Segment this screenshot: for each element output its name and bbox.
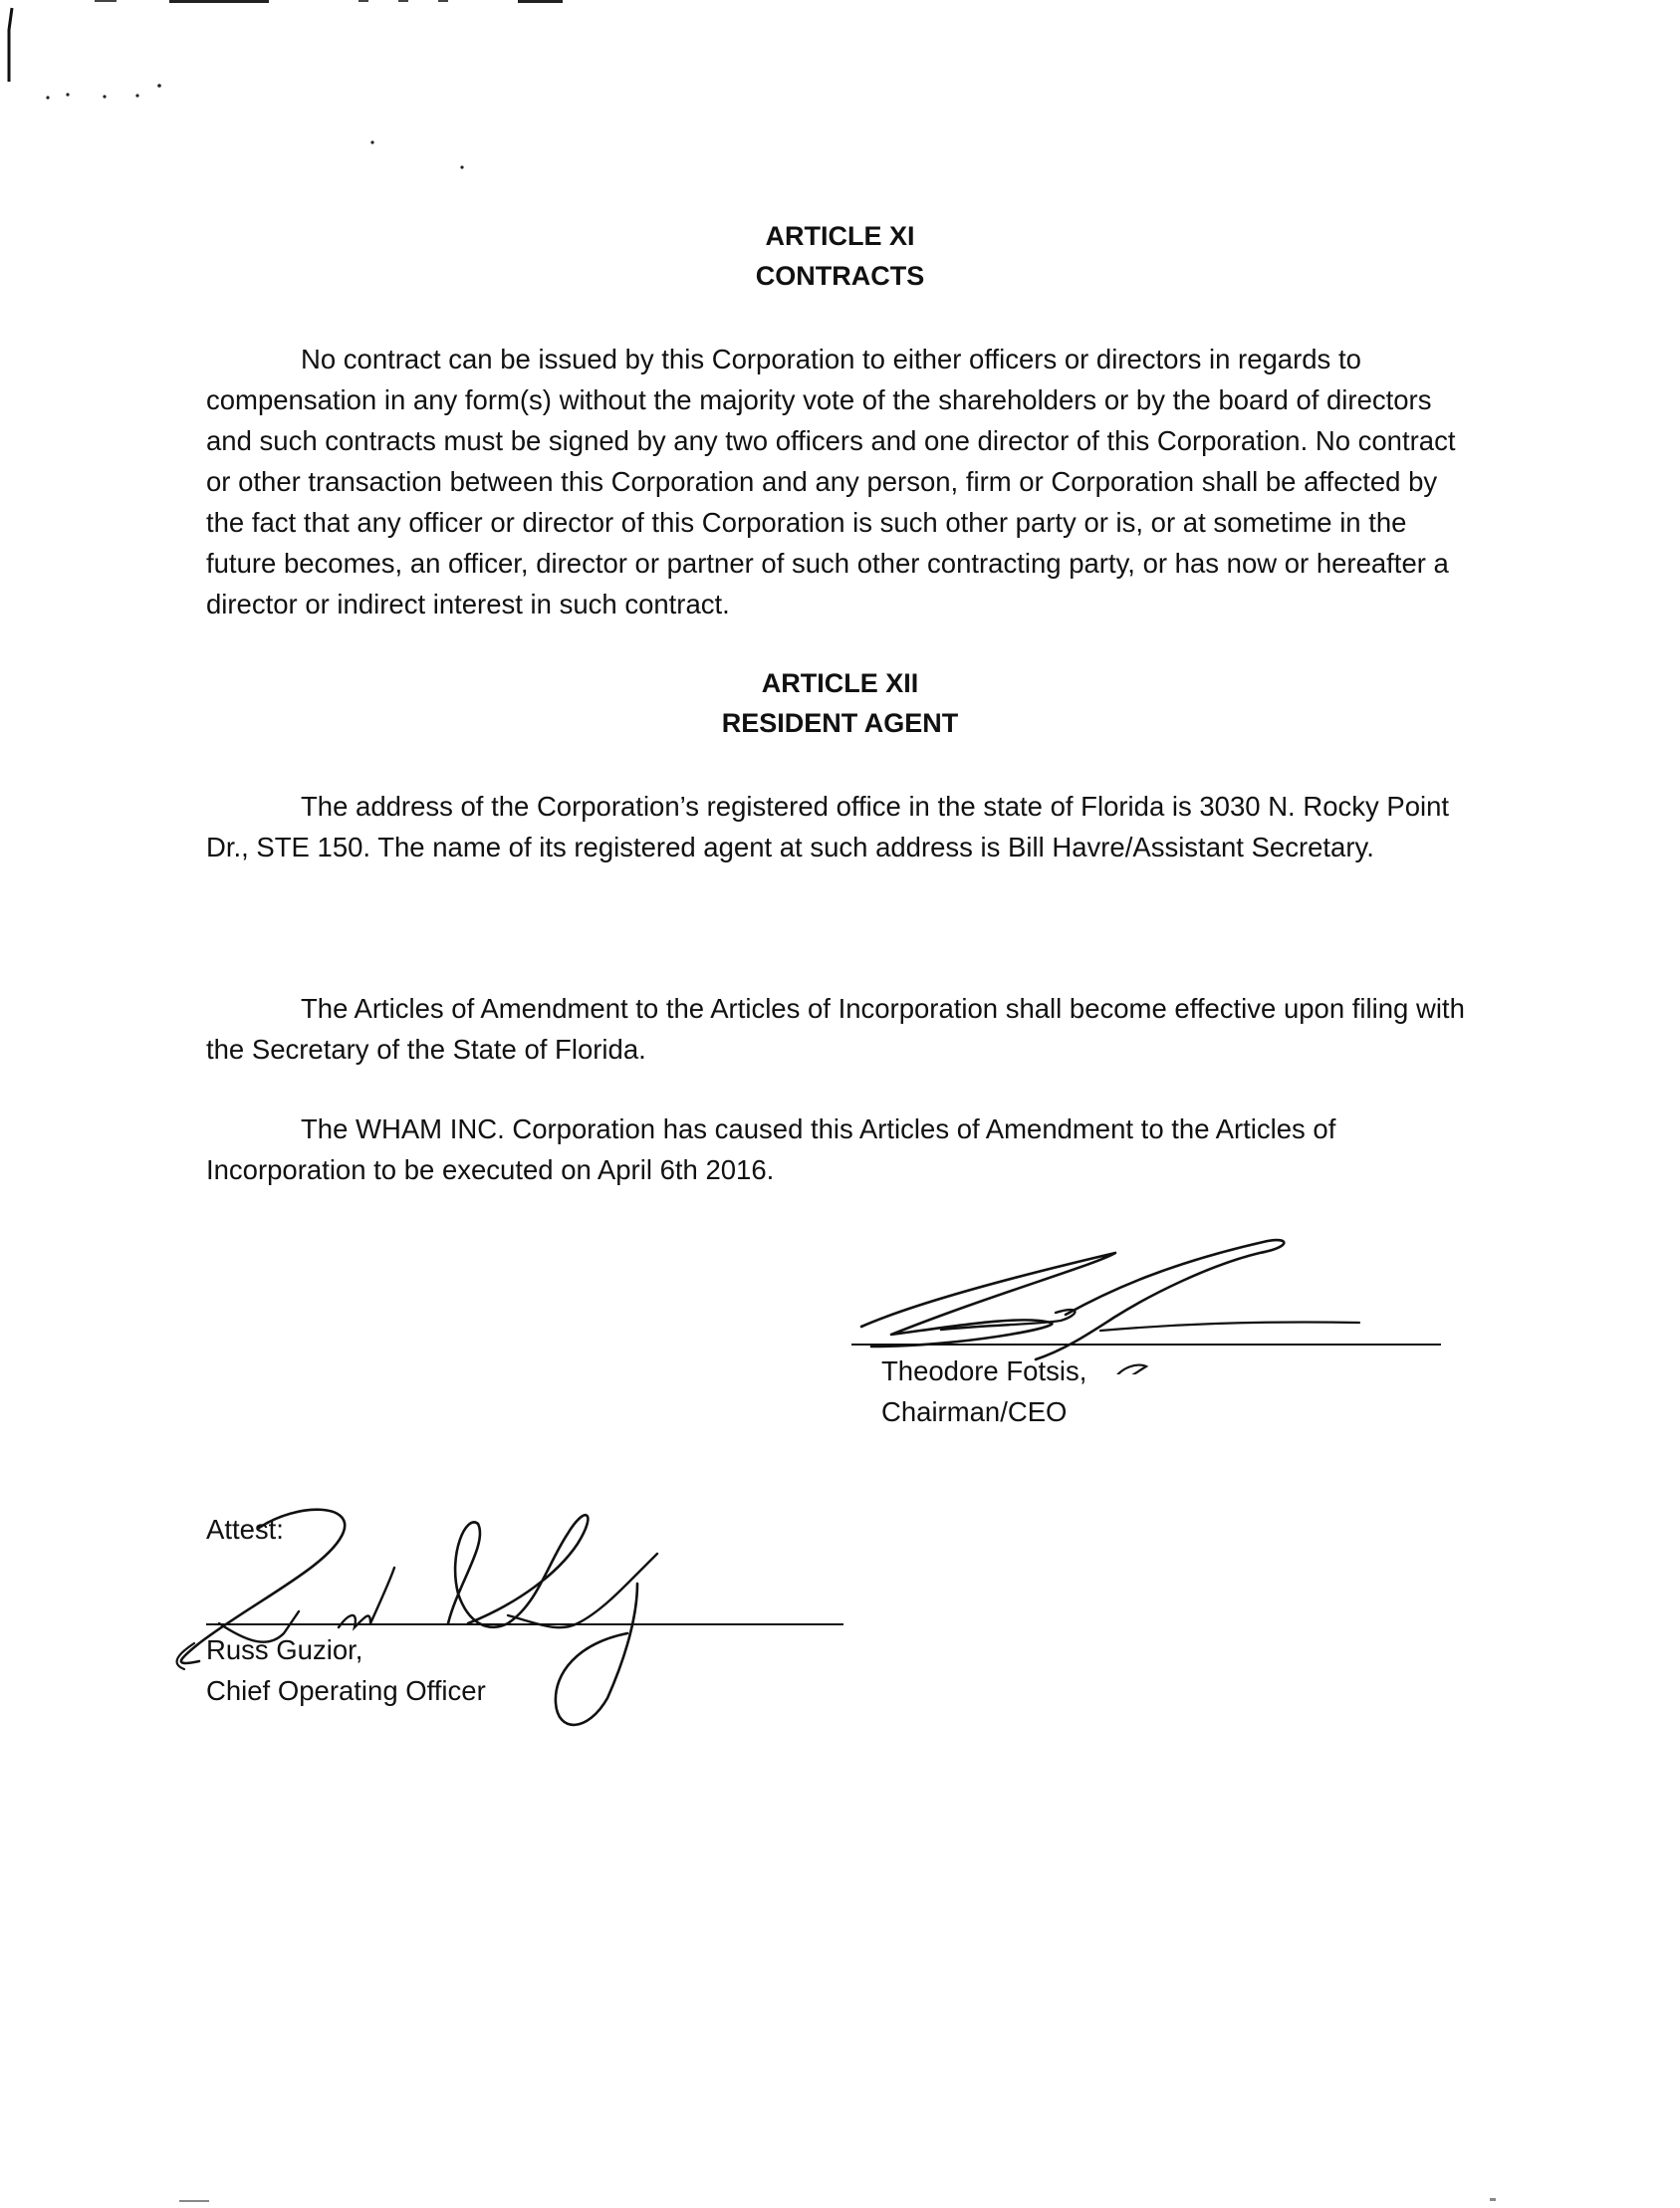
article-xi-body: No contract can be issued by this Corporation to either officers or directors in regards to compensation in any form(s) without the majority vote of the shareholders or by the board of directors and such contracts must be signed by any two officers and one director of this Corporation. No contract or other transaction between this Corporation and any person, firm or Corporation shall be affected by the fact that any officer or director of this Corporation is such other party or is, or at sometime in the future becomes, an officer, director or partner of such other contracting party, or has now or hereafter a director or indirect interest in such contract. (206, 344, 1456, 619)
article-xii-title: RESIDENT AGENT (721, 708, 959, 738)
attest-name: Russ Guzior, (206, 1634, 363, 1665)
ceo-signature-line (851, 1344, 1441, 1346)
ceo-signature-block (881, 1350, 1086, 1432)
article-xi-number: ARTICLE XI (765, 221, 915, 251)
attest-signature-line (206, 1623, 843, 1625)
ceo-title: Chairman/CEO (881, 1396, 1068, 1427)
effective-paragraph: The Articles of Amendment to the Articles of Incorporation shall become effective upon filing with the Secretary of the State of Florida. (206, 993, 1465, 1065)
article-xi-title: CONTRACTS (755, 261, 925, 291)
article-xii-heading (0, 663, 1680, 743)
attest-label: Attest: (206, 1514, 284, 1545)
attest-signature-block (206, 1629, 486, 1711)
attest-title: Chief Operating Officer (206, 1675, 486, 1706)
execution-paragraph: The WHAM INC. Corporation has caused this Articles of Amendment to the Articles of Incorporation to be executed on April 6th 2016. (206, 1113, 1336, 1185)
article-xi-heading (0, 216, 1680, 296)
ceo-name: Theodore Fotsis, (881, 1355, 1087, 1386)
article-xii-number: ARTICLE XII (761, 668, 919, 698)
article-xii-body: The address of the Corporation’s registered office in the state of Florida is 3030 N. Rocky Point Dr., STE 150. The name of its registered agent at such address is Bill Havre/Assistant Secretary. (206, 791, 1450, 862)
